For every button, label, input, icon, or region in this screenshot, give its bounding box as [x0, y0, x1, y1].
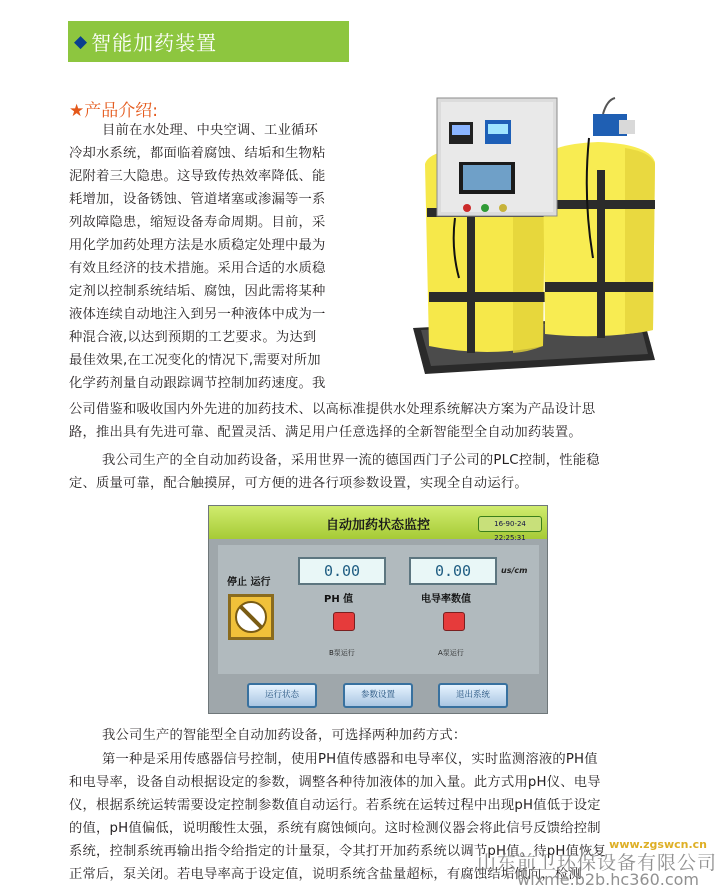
pump-a-lamp: [443, 612, 465, 631]
methods-line: 正常后，泵关闭。若电导率高于设定值，说明系统含盐量超标，有腐蚀结垢倾向，检测: [69, 867, 582, 882]
intro-line: 路，推出具有先进可靠、配置灵活、满足用户任意选择的全新智能型全自动加药装置。: [69, 425, 582, 440]
methods-line: 和电导率，设备自动根据设定的参数，调整各种待加液体的加入量。此方式用pH仪、电导: [69, 775, 601, 790]
watermark-company: 山东前卫环保设备有限公司: [476, 852, 717, 874]
hmi-timestamp: 16-90-24 22:25:31: [478, 516, 542, 532]
intro-line: 种混合液,以达到预期的工艺要求。为达到: [69, 330, 317, 345]
hmi-title: 自动加药状态监控: [325, 518, 430, 533]
section-title: 智能加药装置: [91, 31, 218, 55]
intro-line: 有效且经济的技术措施。采用合适的水质稳: [69, 261, 326, 276]
intro-line: 液体连续自动地注入到另一种液体中成为一: [69, 307, 326, 322]
intro-line: 公司借鉴和吸收国内外先进的加药技术、以高标准提供水处理系统解决方案为产品设计思: [69, 402, 596, 417]
intro-line: 耗增加，设备锈蚀、管道堵塞或渗漏等一系: [69, 192, 326, 207]
intro-line: 我公司生产的全自动加药设备，采用世界一流的德国西门子公司的PLC控制，性能稳: [102, 453, 600, 468]
conductivity-value-display: 0.00: [409, 557, 497, 585]
methods-line: 系统，控制系统再输出指令给指定的计量泵，令其打开加药系统以调节pH值。待pH值恢复: [69, 844, 607, 859]
stop-run-button[interactable]: [228, 594, 274, 640]
methods-line: 第一种是采用传感器信号控制，使用PH值传感器和电导率仪，实时监测溶液的PH值: [102, 752, 598, 767]
methods-line: 的值，pH值偏低，说明酸性太强，系统有腐蚀倾向。这时检测仪器会将此信号反馈给控制: [69, 821, 601, 836]
intro-line: 列故障隐患，缩短设备寿命周期。目前，采: [69, 215, 326, 230]
conductivity-label: 电导率数值: [421, 594, 471, 605]
stop-icon: [231, 597, 271, 637]
section-header: [68, 21, 349, 62]
pump-a-label: A泵运行: [438, 649, 464, 657]
ph-value-display: 0.00: [298, 557, 386, 585]
conductivity-unit: us/cm: [501, 566, 528, 575]
pump-b-lamp: [333, 612, 355, 631]
ph-label: PH 值: [324, 594, 354, 605]
dosing-device-photo: [393, 78, 676, 380]
diamond-icon: ◆: [74, 31, 88, 52]
intro-line: 定、质量可靠，配合触摸屏，可方便的进各行项参数设置，实现全自动运行。: [69, 476, 528, 491]
intro-line: 用化学加药处理方法是水质稳定处理中最为: [69, 238, 326, 253]
run-status-button[interactable]: 运行状态: [247, 683, 317, 708]
intro-line: 目前在水处理、中央空调、工业循环: [102, 123, 318, 138]
intro-line: 化学药剂量自动跟踪调节控制加药速度。我: [69, 376, 326, 391]
pump-b-label: B泵运行: [329, 649, 355, 657]
watermark-domain: wlxme.b2b.hc360.com: [517, 870, 699, 889]
watermark-domain-small: www.zgswcn.cn: [609, 838, 707, 851]
methods-line: 仪，根据系统运转需要设定控制参数值自动运行。若系统在运转过程中出现pH值低于设定: [69, 798, 601, 813]
stop-run-label: 停止 运行: [227, 577, 271, 588]
intro-heading: ★产品介绍:: [69, 101, 158, 121]
intro-line: 泥附着三大隐患。这导致传热效率降低、能: [69, 169, 326, 184]
intro-line: 最佳效果,在工况变化的情况下,需要对所加: [69, 353, 321, 368]
intro-line: 冷却水系统，都面临着腐蚀、结垢和生物粘: [69, 146, 326, 161]
methods-line: 我公司生产的智能型全自动加药设备，可选择两种加药方式：: [102, 728, 467, 743]
intro-line: 定剂以控制系统结垢、腐蚀，因此需将某种: [69, 284, 326, 299]
parameter-settings-button[interactable]: 参数设置: [343, 683, 413, 708]
hmi-screen: [208, 505, 548, 714]
exit-system-button[interactable]: 退出系统: [438, 683, 508, 708]
